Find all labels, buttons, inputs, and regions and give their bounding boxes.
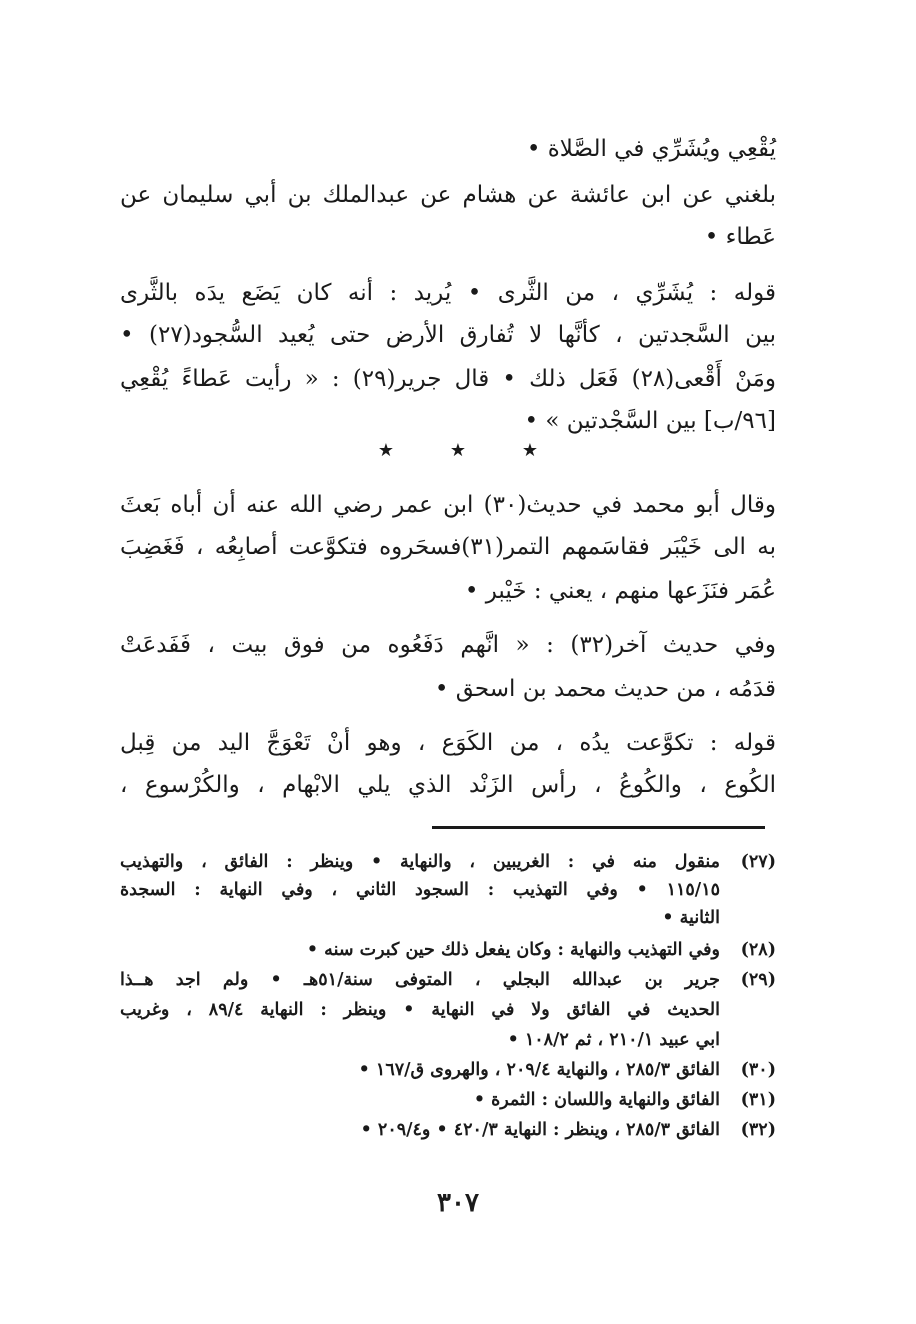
footnote-text: منقول منه في : الغريبين ، والنهاية • وينظر : الفائق ، والتهذيب xyxy=(120,852,720,872)
footnote-text: الفائق ٢٨٥/٣ ، وينظر : النهاية ٤٢٠/٣ • و٢٠٩/٤ • xyxy=(360,1120,720,1140)
footnote-number: (٢٧) xyxy=(740,852,776,872)
body-line-8: وقال أبو محمد في حديث(٣٠) ابن عمر رضي الله عنه أن أباه بَعثَ xyxy=(120,492,776,518)
footnote-text: ابي عبيد ٢١٠/١ ، ثم ١٠٨/٢ • xyxy=(507,1030,720,1050)
body-line-13: قوله : تكوَّعت يدُه ، من الكَوَع ، وهو أنْ تَعْوَجَّ اليد من قِبل xyxy=(120,730,776,756)
footnote-text: الفائق والنهاية واللسان : الثمرة • xyxy=(473,1090,720,1110)
footnote-number: (٣٠) xyxy=(740,1060,776,1080)
footnote-separator xyxy=(432,826,765,829)
footnote-text: الثانية • xyxy=(662,908,720,928)
body-line-11: وفي حديث آخر(٣٢) : « انَّهم دَفَعُوه من فوق بيت ، فَفَدعَتْ xyxy=(120,632,776,658)
body-line-12: قدَمُه ، من حديث محمد بن اسحق • xyxy=(434,676,776,702)
body-line-4: قوله : يُشَرِّي ، من الثَّرى • يُريد : أنه كان يَضَع يدَه بالثَّرى xyxy=(120,280,776,306)
footnote-number: (٢٨) xyxy=(740,940,776,960)
body-line-6: ومَنْ أَقْعى(٢٨) فَعَل ذلك • قال جرير(٢٩) : « رأيت عَطاءً يُقْعِي xyxy=(120,366,776,392)
star-glyph: ★ xyxy=(521,440,539,461)
body-line-9: به الى خَيْبَر فقاسَمهم التمر(٣١)فسحَروه فتكوَّعت أصابِعُه ، فَغَضِبَ xyxy=(120,534,776,560)
body-line-10: عُمَر فنَزَعها منهم ، يعني : خَيْبر • xyxy=(464,578,776,604)
footnote-text: الفائق ٢٨٥/٣ ، والنهاية ٢٠٩/٤ ، والهروى ق/١٦٧ • xyxy=(358,1060,720,1080)
footnote-text: الحديث في الفائق ولا في النهاية • وينظر : النهاية ٨٩/٤ ، وغريب xyxy=(120,1000,720,1020)
footnote-number: (٣١) xyxy=(740,1090,776,1110)
body-line-14: الكُوع ، والكُوعُ ، رأس الزَنْد الذي يلي الابْهام ، والكُرْسوع ، xyxy=(120,772,776,798)
section-divider-stars xyxy=(0,440,916,461)
page-number: ٣٠٧ xyxy=(437,1188,479,1218)
footnote-number: (٣٢) xyxy=(740,1120,776,1140)
body-line-1: يُقْعِي ويُشَرِّي في الصَّلاة • xyxy=(526,136,776,162)
footnote-number: (٢٩) xyxy=(740,970,776,990)
footnote-text: جرير بن عبدالله البجلي ، المتوفى سنة/٥١هـ • ولم اجد هــذا xyxy=(120,970,720,990)
body-line-7: [٩٦/ب] بين السَّجْدتين » • xyxy=(524,408,776,434)
body-line-5: بين السَّجدتين ، كأنَّها لا تُفارق الأرض حتى يُعيد السُّجود(٢٧) • xyxy=(120,322,776,348)
star-glyph: ★ xyxy=(449,440,467,461)
footnote-text: ١١٥/١٥ • وفي التهذيب : السجود الثاني ، وفي النهاية : السجدة xyxy=(120,880,720,900)
star-glyph: ★ xyxy=(377,440,395,461)
body-line-3: عَطاء • xyxy=(704,224,776,250)
body-line-2: بلغني عن ابن عائشة عن هشام عن عبدالملك بن أبي سليمان عن xyxy=(120,182,776,208)
footnote-text: وفي التهذيب والنهاية : وكان يفعل ذلك حين كبرت سنه • xyxy=(306,940,720,960)
